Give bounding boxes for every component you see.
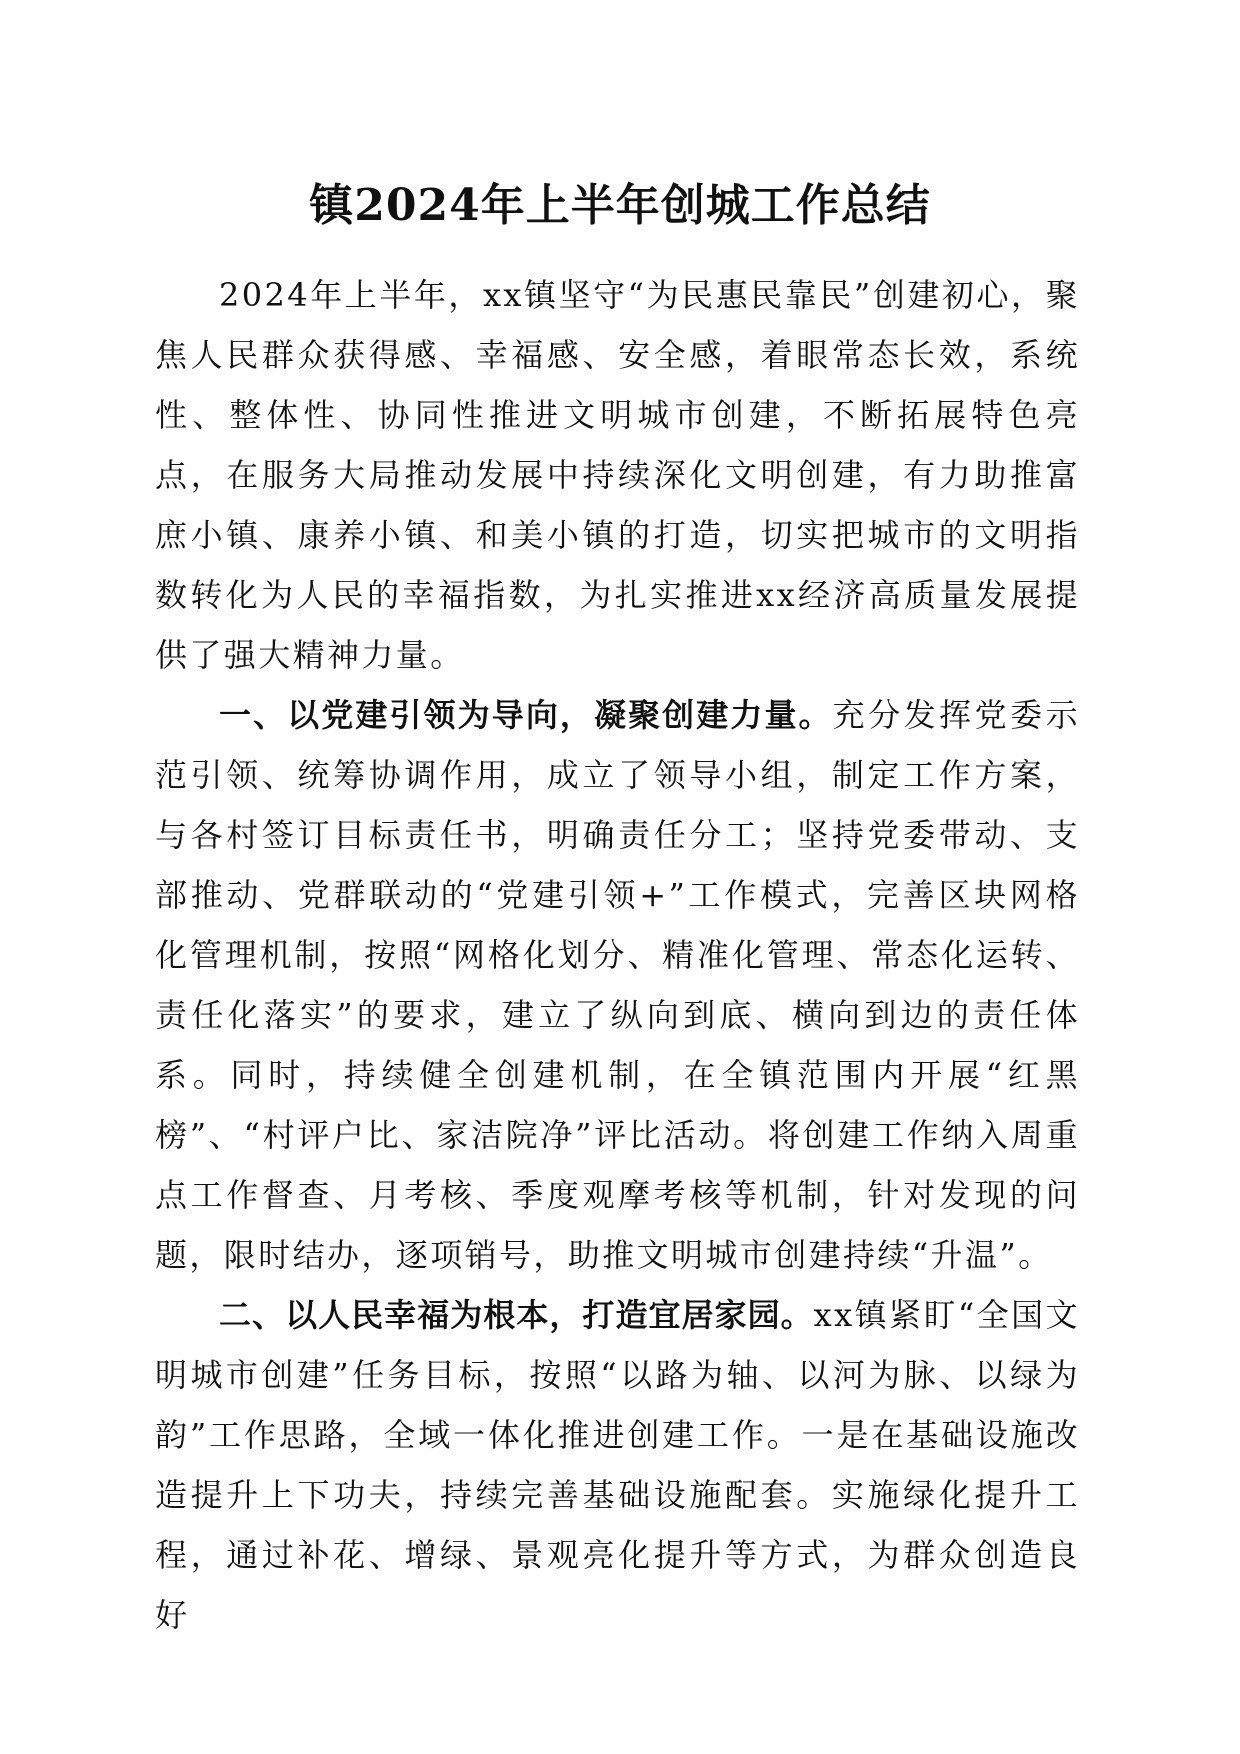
document-body (155, 265, 1080, 1645)
section-paragraph-2 (155, 1285, 1080, 1645)
section-heading-1: 一、以党建引领为导向，凝聚创建力量。 (219, 696, 833, 734)
section-text-2: xx镇紧盯“全国文明城市创建”任务目标，按照“以路为轴、以河为脉、以绿为韵”工作思路，全域一体化推进创建工作。一是在基础设施改造提升上下功夫，持续完善基础设施配套。实施绿化提升工程，通过补花、增绿、景观亮化提升等方式，为群众创造良好 (155, 1296, 1080, 1634)
section-text-1: 充分发挥党委示范引领、统筹协调作用，成立了领导小组，制定工作方案，与各村签订目标责任书，明确责任分工；坚持党委带动、支部推动、党群联动的“党建引领+”工作模式，完善区块网格化管理机制，按照“网格化划分、精准化管理、常态化运转、责任化落实”的要求，建立了纵向到底、横向到边的责任体系。同时，持续健全创建机制，在全镇范围内开展“红黑榜”、“村评户比、家洁院净”评比活动。将创建工作纳入周重点工作督查、月考核、季度观摩考核等机制，针对发现的问题，限时结办，逐项销号，助推文明城市创建持续“升温”。 (155, 696, 1080, 1274)
intro-paragraph: 2024年上半年，xx镇坚守“为民惠民靠民”创建初心，聚焦人民群众获得感、幸福感、安全感，着眼常态长效，系统性、整体性、协同性推进文明城市创建，不断拓展特色亮点，在服务大局推动发展中持续深化文明创建，有力助推富庶小镇、康养小镇、和美小镇的打造，切实把城市的文明指数转化为人民的幸福指数，为扎实推进xx经济高质量发展提供了强大精神力量。 (155, 276, 1080, 674)
section-heading-2: 二、以人民幸福为根本，打造宜居家园。 (219, 1296, 814, 1334)
section-paragraph-1 (155, 685, 1080, 1285)
document-title: 镇2024年上半年创城工作总结 (309, 180, 931, 231)
